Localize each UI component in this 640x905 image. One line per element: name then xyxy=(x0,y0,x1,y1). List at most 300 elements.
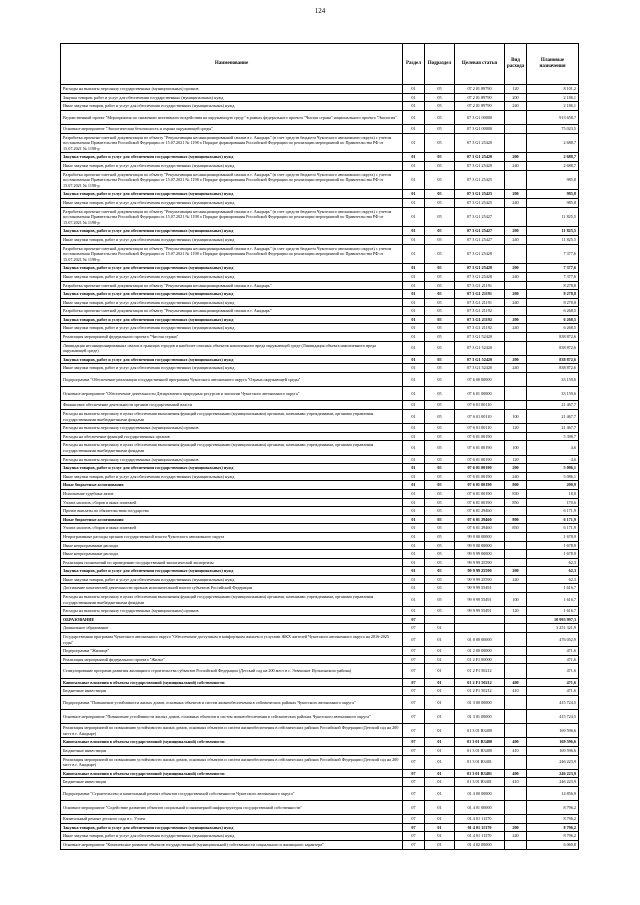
cell-target-article: 07 2 01 89790 xyxy=(455,93,505,102)
cell-subsection: 05 xyxy=(425,524,455,533)
cell-target-article: 07 6 01 29460 xyxy=(455,515,505,524)
cell-subsection: 05 xyxy=(425,264,455,273)
cell-expense-type: 400 xyxy=(505,769,527,778)
cell-planned-amount: 21 467,7 xyxy=(527,410,579,424)
cell-target-article: 01 2 00 00000 xyxy=(455,647,505,656)
cell-name: Разработка проектно-сметной документации по объекту "Рекультивация несанкционированной свалки в г. Анадырь" (в счет средств бюджета Чукотского автономного округа) с учетом постановления Правительства Российской Федерации от 15.07.2021 № 1198 о Порядке формирования Российской Федерации по реализации мероприятий по Правительства РФ от 15.07.2021 № 1198-р xyxy=(61,170,403,190)
table-row xyxy=(61,738,579,747)
cell-section: 01 xyxy=(403,133,425,153)
cell-target-article: 01 4 02 00000 xyxy=(455,841,505,850)
cell-planned-amount: 985,8 xyxy=(527,190,579,199)
header-planned-amount: Плановые назначения xyxy=(527,44,579,85)
cell-section: 01 xyxy=(403,387,425,401)
cell-expense-type xyxy=(505,341,527,355)
cell-name: Бюджетные инвестиции xyxy=(61,746,403,755)
cell-section: 01 xyxy=(403,441,425,455)
cell-target-article: 07 2 01 89790 xyxy=(455,85,505,94)
cell-name: Финансовое обеспечение деятельности органов государственной власти xyxy=(61,401,403,410)
cell-section: 01 xyxy=(403,593,425,607)
cell-name: Иные закупки товаров, работ и услуг для обеспечения государственных (муниципальных) нужд xyxy=(61,472,403,481)
cell-target-article: 07 3 G1 21191 xyxy=(455,281,505,290)
cell-expense-type xyxy=(505,647,527,656)
cell-name: Закупка товаров, работ и услуг для обеспечения государственных (муниципальных) нужд xyxy=(61,464,403,473)
cell-planned-amount: 4,6 xyxy=(527,441,579,455)
cell-planned-amount: 838 872,6 xyxy=(527,333,579,342)
cell-planned-amount: 1 616,7 xyxy=(527,593,579,607)
cell-section: 01 xyxy=(403,464,425,473)
cell-planned-amount: 3 251 321,9 xyxy=(527,624,579,633)
cell-name: Уплата налогов, сборов и иных платежей xyxy=(61,524,403,533)
cell-subsection: 05 xyxy=(425,567,455,576)
cell-section: 01 xyxy=(403,324,425,333)
cell-section: 01 xyxy=(403,93,425,102)
cell-name: Закупка товаров, работ и услуг для обеспечения государственных (муниципальных) нужд xyxy=(61,264,403,273)
cell-subsection: 01 xyxy=(425,724,455,738)
cell-section: 01 xyxy=(403,567,425,576)
cell-section: 01 xyxy=(403,153,425,162)
cell-name: Закупка товаров, работ и услуг для обеспечения государственных (муниципальных) нужд xyxy=(61,290,403,299)
table-row xyxy=(61,401,579,410)
cell-target-article: 07 3 G1 21192 xyxy=(455,307,505,316)
cell-planned-amount: 8 278,8 xyxy=(527,298,579,307)
cell-section: 01 xyxy=(403,373,425,387)
table-header-row xyxy=(61,44,579,85)
cell-subsection: 05 xyxy=(425,387,455,401)
table-row xyxy=(61,607,579,616)
cell-name: Ликвидация несанкционированных свалок в границах городов и наиболее опасных объектов накопленного вреда окружающей среде (Ликвидация объекта накопленного вреда окружающей среде) xyxy=(61,341,403,355)
cell-name: Бюджетные инвестиции xyxy=(61,687,403,696)
cell-subsection: 01 xyxy=(425,655,455,664)
cell-section: 01 xyxy=(403,364,425,373)
table-row xyxy=(61,567,579,576)
cell-target-article: 99 9 99 25590 xyxy=(455,567,505,576)
cell-section: 07 xyxy=(403,624,425,633)
header-target-article: Целевая статья xyxy=(455,44,505,85)
cell-expense-type xyxy=(505,507,527,516)
cell-target-article: 07 6 01 00110 xyxy=(455,401,505,410)
cell-name: Расходы на выплаты персоналу в целях обеспечения выполнения функций государственными (муниципальными) органами, казенными учреждениями, органами управления государственными внебюджетными фондами xyxy=(61,593,403,607)
cell-planned-amount: 985,8 xyxy=(527,170,579,190)
cell-subsection: 05 xyxy=(425,489,455,498)
cell-planned-amount: 1 678,9 xyxy=(527,550,579,559)
cell-expense-type: 850 xyxy=(505,498,527,507)
table-row xyxy=(61,695,579,709)
cell-target-article: 99 9 99 55491 xyxy=(455,607,505,616)
table-row xyxy=(61,481,579,490)
cell-section: 01 xyxy=(403,235,425,244)
cell-planned-amount: 8 796,2 xyxy=(527,823,579,832)
table-row xyxy=(61,575,579,584)
cell-planned-amount: 6 171,9 xyxy=(527,507,579,516)
header-section: Раздел xyxy=(403,44,425,85)
cell-subsection: 05 xyxy=(425,550,455,559)
cell-name: Основное мероприятие "Содействие развитию объектов социальной и инженерной инфраструктуры государственной собственности" xyxy=(61,801,403,815)
cell-target-article: 07 3 G1 25427 xyxy=(455,235,505,244)
cell-name: Закупка товаров, работ и услуг для обеспечения государственных (муниципальных) нужд xyxy=(61,355,403,364)
cell-name: Расходы на выплаты персоналу государственных (муниципальных) органов xyxy=(61,424,403,433)
cell-target-article: 01 3 01 R3400 xyxy=(455,746,505,755)
cell-section: 01 xyxy=(403,524,425,533)
cell-name: Реализация полномочий по проведению государственной экологической экспертизы xyxy=(61,558,403,567)
cell-name: Капитальные вложения в объекты государственной (муниципальной) собственности xyxy=(61,738,403,747)
cell-target-article: 07 6 01 00190 xyxy=(455,455,505,464)
table-row xyxy=(61,769,579,778)
cell-section: 01 xyxy=(403,190,425,199)
cell-target-article: 07 3 G1 52420 xyxy=(455,333,505,342)
cell-expense-type xyxy=(505,532,527,541)
cell-section: 01 xyxy=(403,161,425,170)
cell-name: Разработка проектно-сметной документации по объекту "Рекультивация несанкционированной свалки в г. Анадырь" xyxy=(61,307,403,316)
cell-name: Иные закупки товаров, работ и услуг для обеспечения государственных (муниципальных) нужд xyxy=(61,102,403,111)
header-subsection: Подраздел xyxy=(425,44,455,85)
table-row xyxy=(61,432,579,441)
cell-section: 01 xyxy=(403,170,425,190)
cell-target-article: 01 2 F1 50212 xyxy=(455,678,505,687)
cell-expense-type: 240 xyxy=(505,235,527,244)
cell-target-article: 01 2 F1 50212 xyxy=(455,664,505,678)
cell-target-article xyxy=(455,624,505,633)
cell-expense-type: 100 xyxy=(505,410,527,424)
cell-expense-type xyxy=(505,170,527,190)
cell-planned-amount: 2 688,7 xyxy=(527,133,579,153)
cell-section: 01 xyxy=(403,607,425,616)
cell-expense-type xyxy=(505,709,527,723)
cell-name: Основное мероприятие "Экологическая безопасность и охрана окружающей среды" xyxy=(61,124,403,133)
cell-subsection: 05 xyxy=(425,153,455,162)
cell-expense-type: 200 xyxy=(505,355,527,364)
cell-name: Реализация мероприятий по повышению устойчивости жилых домов, основных объектов и систем жизнеобеспечения в сейсмических районах Российской Федерации (Детский сад на 200 мест в г. Анадыре) xyxy=(61,724,403,738)
cell-section: 01 xyxy=(403,455,425,464)
cell-expense-type: 240 xyxy=(505,324,527,333)
table-row xyxy=(61,441,579,455)
cell-section: 01 xyxy=(403,110,425,124)
cell-target-article: 07 3 G1 25425 xyxy=(455,170,505,190)
table-row xyxy=(61,755,579,769)
table-row xyxy=(61,724,579,738)
cell-target-article: 01 4 00 00000 xyxy=(455,786,505,800)
cell-planned-amount: 476 052,9 xyxy=(527,633,579,647)
cell-subsection: 05 xyxy=(425,235,455,244)
cell-section: 01 xyxy=(403,498,425,507)
cell-subsection: 01 xyxy=(425,633,455,647)
cell-target-article: 07 3 G1 25428 xyxy=(455,264,505,273)
table-row xyxy=(61,489,579,498)
cell-section: 07 xyxy=(403,709,425,723)
cell-expense-type: 200 xyxy=(505,264,527,273)
cell-expense-type: 200 xyxy=(505,190,527,199)
cell-subsection: 05 xyxy=(425,432,455,441)
cell-planned-amount: 7 377,6 xyxy=(527,264,579,273)
table-row xyxy=(61,823,579,832)
cell-target-article: 07 3 G1 00000 xyxy=(455,124,505,133)
cell-name: Капитальные вложения в объекты государственной (муниципальной) собственности xyxy=(61,678,403,687)
table-row xyxy=(61,507,579,516)
cell-name: ОБРАЗОВАНИЕ xyxy=(61,615,403,624)
table-row xyxy=(61,161,579,170)
cell-name: Иные непрограммные расходы xyxy=(61,550,403,559)
cell-planned-amount: 75 023,5 xyxy=(527,124,579,133)
cell-target-article: 07 6 01 00190 xyxy=(455,441,505,455)
cell-name: Подпрограмма "Обеспечение реализации государственной программы Чукотского автономного округа "Охрана окружающей среды" xyxy=(61,373,403,387)
cell-subsection: 01 xyxy=(425,687,455,696)
cell-planned-amount: 6 060,8 xyxy=(527,841,579,850)
cell-target-article: 01 3 01 R3400 xyxy=(455,724,505,738)
cell-expense-type xyxy=(505,401,527,410)
cell-planned-amount: 11 825,5 xyxy=(527,207,579,227)
cell-target-article: 07 6 01 00110 xyxy=(455,410,505,424)
cell-target-article: 07 3 G1 25425 xyxy=(455,198,505,207)
cell-target-article: 01 3 01 R3400 xyxy=(455,738,505,747)
cell-name: Иные закупки товаров, работ и услуг для обеспечения государственных (муниципальных) нужд xyxy=(61,298,403,307)
table-row xyxy=(61,355,579,364)
table-row xyxy=(61,410,579,424)
cell-subsection: 01 xyxy=(425,624,455,633)
cell-subsection: 05 xyxy=(425,593,455,607)
cell-subsection: 05 xyxy=(425,464,455,473)
cell-target-article: 07 3 G1 25420 xyxy=(455,161,505,170)
cell-section: 07 xyxy=(403,832,425,841)
cell-name: Расходы на выплаты персоналу в целях обеспечения выполнения функций государственными (муниципальными) органами, казенными учреждениями, органами управления государственными внебюджетными фондами xyxy=(61,410,403,424)
cell-subsection: 01 xyxy=(425,746,455,755)
cell-section: 01 xyxy=(403,207,425,227)
cell-section: 01 xyxy=(403,541,425,550)
cell-expense-type xyxy=(505,307,527,316)
table-row xyxy=(61,709,579,723)
cell-name: Иные закупки товаров, работ и услуг для обеспечения государственных (муниципальных) нужд xyxy=(61,272,403,281)
cell-target-article: 07 6 01 00190 xyxy=(455,464,505,473)
cell-subsection: 05 xyxy=(425,190,455,199)
cell-subsection: 05 xyxy=(425,532,455,541)
cell-subsection: 05 xyxy=(425,341,455,355)
cell-planned-amount: 2 186,1 xyxy=(527,93,579,102)
cell-name: Реализация мероприятий федерального проекта "Чистая страна" xyxy=(61,333,403,342)
cell-expense-type: 830 xyxy=(505,489,527,498)
cell-planned-amount: 62,3 xyxy=(527,567,579,576)
cell-expense-type: 240 xyxy=(505,161,527,170)
cell-target-article: 01 3 01 00000 xyxy=(455,709,505,723)
cell-name: Разработка проектно-сметной документации по объекту "Рекультивация несанкционированной свалки в г. Анадырь" xyxy=(61,281,403,290)
cell-planned-amount: 471,6 xyxy=(527,647,579,656)
cell-target-article: 07 6 01 00190 xyxy=(455,432,505,441)
cell-expense-type: 200 xyxy=(505,93,527,102)
cell-target-article: 07 6 01 00000 xyxy=(455,387,505,401)
table-row xyxy=(61,655,579,664)
cell-expense-type: 800 xyxy=(505,481,527,490)
cell-name: Подпрограмма "Повышение устойчивости жилых домов, основных объектов и систем жизнеобеспечения в сейсмических районах Чукотского автономного округа" xyxy=(61,695,403,709)
table-row xyxy=(61,281,579,290)
cell-section: 01 xyxy=(403,341,425,355)
cell-planned-amount: 169 596,6 xyxy=(527,724,579,738)
cell-subsection: 01 xyxy=(425,786,455,800)
cell-expense-type xyxy=(505,841,527,850)
cell-name: Иные закупки товаров, работ и услуг для обеспечения государственных (муниципальных) нужд xyxy=(61,364,403,373)
cell-section: 07 xyxy=(403,633,425,647)
cell-target-article: 01 4 01 00000 xyxy=(455,801,505,815)
cell-name: Прочие выплаты по обязательствам государства xyxy=(61,507,403,516)
table-row xyxy=(61,124,579,133)
cell-planned-amount: 33 159,6 xyxy=(527,387,579,401)
table-row xyxy=(61,290,579,299)
cell-section: 07 xyxy=(403,786,425,800)
cell-name: Иные бюджетные ассигнования xyxy=(61,481,403,490)
cell-section: 01 xyxy=(403,401,425,410)
cell-name: Разработка проектно-сметной документации по объекту "Рекультивация несанкционированной свалки в г. Анадырь" (в счет средств бюджета Чукотского автономного округа) с учетом постановления Правительства Российской Федерации от 15.07.2021 № 1198 о Порядке формирования Российской Федерации по реализации мероприятий по Правительства РФ от 15.07.2021 № 1198-р xyxy=(61,207,403,227)
cell-subsection: 05 xyxy=(425,515,455,524)
cell-section: 01 xyxy=(403,85,425,94)
cell-planned-amount: 8 796,2 xyxy=(527,832,579,841)
cell-expense-type: 240 xyxy=(505,472,527,481)
cell-section: 01 xyxy=(403,281,425,290)
cell-target-article: 07 6 01 00190 xyxy=(455,489,505,498)
cell-expense-type xyxy=(505,133,527,153)
cell-expense-type xyxy=(505,387,527,401)
cell-planned-amount: 5 398,7 xyxy=(527,432,579,441)
cell-subsection: 05 xyxy=(425,290,455,299)
table-row xyxy=(61,85,579,94)
cell-name: Иные закупки товаров, работ и услуг для обеспечения государственных (муниципальных) нужд xyxy=(61,575,403,584)
table-row xyxy=(61,832,579,841)
table-row xyxy=(61,593,579,607)
cell-expense-type xyxy=(505,655,527,664)
cell-subsection: 05 xyxy=(425,541,455,550)
cell-subsection: 05 xyxy=(425,272,455,281)
cell-expense-type: 800 xyxy=(505,515,527,524)
table-row xyxy=(61,207,579,227)
cell-target-article: 07 6 01 00110 xyxy=(455,424,505,433)
cell-target-article: 99 9 99 55491 xyxy=(455,584,505,593)
cell-expense-type: 410 xyxy=(505,778,527,787)
cell-subsection: 05 xyxy=(425,170,455,190)
cell-name: Иные закупки товаров, работ и услуг для обеспечения государственных (муниципальных) нужд xyxy=(61,161,403,170)
cell-subsection: 05 xyxy=(425,410,455,424)
cell-subsection: 05 xyxy=(425,298,455,307)
cell-name: Закупка товаров, работ и услуг для обеспечения государственных (муниципальных) нужд xyxy=(61,823,403,832)
cell-subsection: 05 xyxy=(425,102,455,111)
cell-target-article: 07 6 01 00190 xyxy=(455,481,505,490)
cell-subsection: 01 xyxy=(425,778,455,787)
table-row xyxy=(61,153,579,162)
cell-section: 07 xyxy=(403,724,425,738)
cell-target-article: 07 3 G1 25420 xyxy=(455,153,505,162)
cell-name: Закупка товаров, работ и услуг для обеспечения государственных (муниципальных) нужд xyxy=(61,315,403,324)
cell-expense-type: 120 xyxy=(505,424,527,433)
cell-target-article: 01 3 01 R3401 xyxy=(455,755,505,769)
cell-planned-amount: 14 856,9 xyxy=(527,786,579,800)
cell-planned-amount: 471,6 xyxy=(527,687,579,696)
cell-subsection: 05 xyxy=(425,93,455,102)
cell-target-article: 01 3 01 R3401 xyxy=(455,778,505,787)
cell-target-article: 07 2 01 89790 xyxy=(455,102,505,111)
cell-expense-type: 400 xyxy=(505,738,527,747)
cell-target-article: 01 4 01 11370 xyxy=(455,815,505,824)
cell-target-article xyxy=(455,615,505,624)
cell-section: 01 xyxy=(403,307,425,316)
cell-expense-type xyxy=(505,281,527,290)
cell-expense-type xyxy=(505,550,527,559)
cell-name: Основное мероприятие "Комплексное развитие объектов государственной (муниципальной) собственности социального и жилищного характера" xyxy=(61,841,403,850)
table-row xyxy=(61,133,579,153)
page-number: 124 xyxy=(314,7,326,15)
table-row xyxy=(61,624,579,633)
cell-planned-amount: 2 186,1 xyxy=(527,102,579,111)
cell-section: 01 xyxy=(403,481,425,490)
cell-subsection: 05 xyxy=(425,575,455,584)
cell-expense-type xyxy=(505,584,527,593)
cell-planned-amount: 5 086,1 xyxy=(527,464,579,473)
cell-section: 01 xyxy=(403,424,425,433)
cell-subsection: 01 xyxy=(425,695,455,709)
cell-section: 07 xyxy=(403,687,425,696)
header-name: Наименование xyxy=(61,44,403,85)
table-row xyxy=(61,315,579,324)
cell-section: 07 xyxy=(403,815,425,824)
cell-planned-amount: 5 086,1 xyxy=(527,472,579,481)
cell-subsection: 01 xyxy=(425,738,455,747)
cell-name: Реализация мероприятий федерального проекта "Жилье" xyxy=(61,655,403,664)
cell-planned-amount: 913 658,7 xyxy=(527,110,579,124)
cell-planned-amount: 33 159,6 xyxy=(527,373,579,387)
cell-expense-type: 200 xyxy=(505,227,527,236)
cell-expense-type xyxy=(505,815,527,824)
cell-subsection: 01 xyxy=(425,841,455,850)
cell-subsection: 05 xyxy=(425,507,455,516)
cell-target-article: 07 3 G1 52420 xyxy=(455,364,505,373)
cell-target-article: 01 2 F1 50212 xyxy=(455,687,505,696)
cell-expense-type: 120 xyxy=(505,455,527,464)
cell-target-article: 07 6 01 00190 xyxy=(455,472,505,481)
table-row xyxy=(61,647,579,656)
table-row xyxy=(61,678,579,687)
cell-planned-amount: 838 872,6 xyxy=(527,355,579,364)
cell-planned-amount: 200,9 xyxy=(527,481,579,490)
cell-section: 01 xyxy=(403,244,425,264)
cell-section: 07 xyxy=(403,664,425,678)
cell-subsection: 05 xyxy=(425,161,455,170)
cell-expense-type: 240 xyxy=(505,364,527,373)
cell-planned-amount: 6 268,5 xyxy=(527,324,579,333)
cell-expense-type: 200 xyxy=(505,823,527,832)
cell-planned-amount: 6 268,5 xyxy=(527,307,579,316)
cell-name: Стимулирование программ развития жилищного строительства субъектов Российской Федерации (Детский сад на 200 мест в с. Эгвекинот Иультинского района) xyxy=(61,664,403,678)
table-row xyxy=(61,170,579,190)
cell-planned-amount: 838 872,6 xyxy=(527,364,579,373)
cell-target-article: 07 6 01 29460 xyxy=(455,507,505,516)
cell-planned-amount: 21 467,7 xyxy=(527,401,579,410)
cell-planned-amount: 18,0 xyxy=(527,489,579,498)
cell-expense-type xyxy=(505,664,527,678)
cell-target-article: 99 0 00 00000 xyxy=(455,532,505,541)
cell-section: 01 xyxy=(403,290,425,299)
cell-section: 07 xyxy=(403,695,425,709)
cell-target-article: 07 3 G1 25428 xyxy=(455,244,505,264)
cell-planned-amount: 4,6 xyxy=(527,455,579,464)
table-row xyxy=(61,424,579,433)
cell-planned-amount: 7 377,6 xyxy=(527,272,579,281)
table-row xyxy=(61,532,579,541)
cell-subsection: 05 xyxy=(425,227,455,236)
cell-name: Расходы на выплаты персоналу государственных (муниципальных) органов xyxy=(61,607,403,616)
cell-subsection: 01 xyxy=(425,709,455,723)
cell-expense-type: 850 xyxy=(505,524,527,533)
cell-name: Бюджетные инвестиции xyxy=(61,778,403,787)
cell-subsection: 05 xyxy=(425,558,455,567)
cell-expense-type xyxy=(505,755,527,769)
cell-target-article: 99 9 99 25590 xyxy=(455,575,505,584)
cell-expense-type xyxy=(505,432,527,441)
cell-planned-amount: 838 872,6 xyxy=(527,341,579,355)
cell-planned-amount: 1 616,7 xyxy=(527,584,579,593)
cell-target-article: 07 3 G1 21191 xyxy=(455,298,505,307)
